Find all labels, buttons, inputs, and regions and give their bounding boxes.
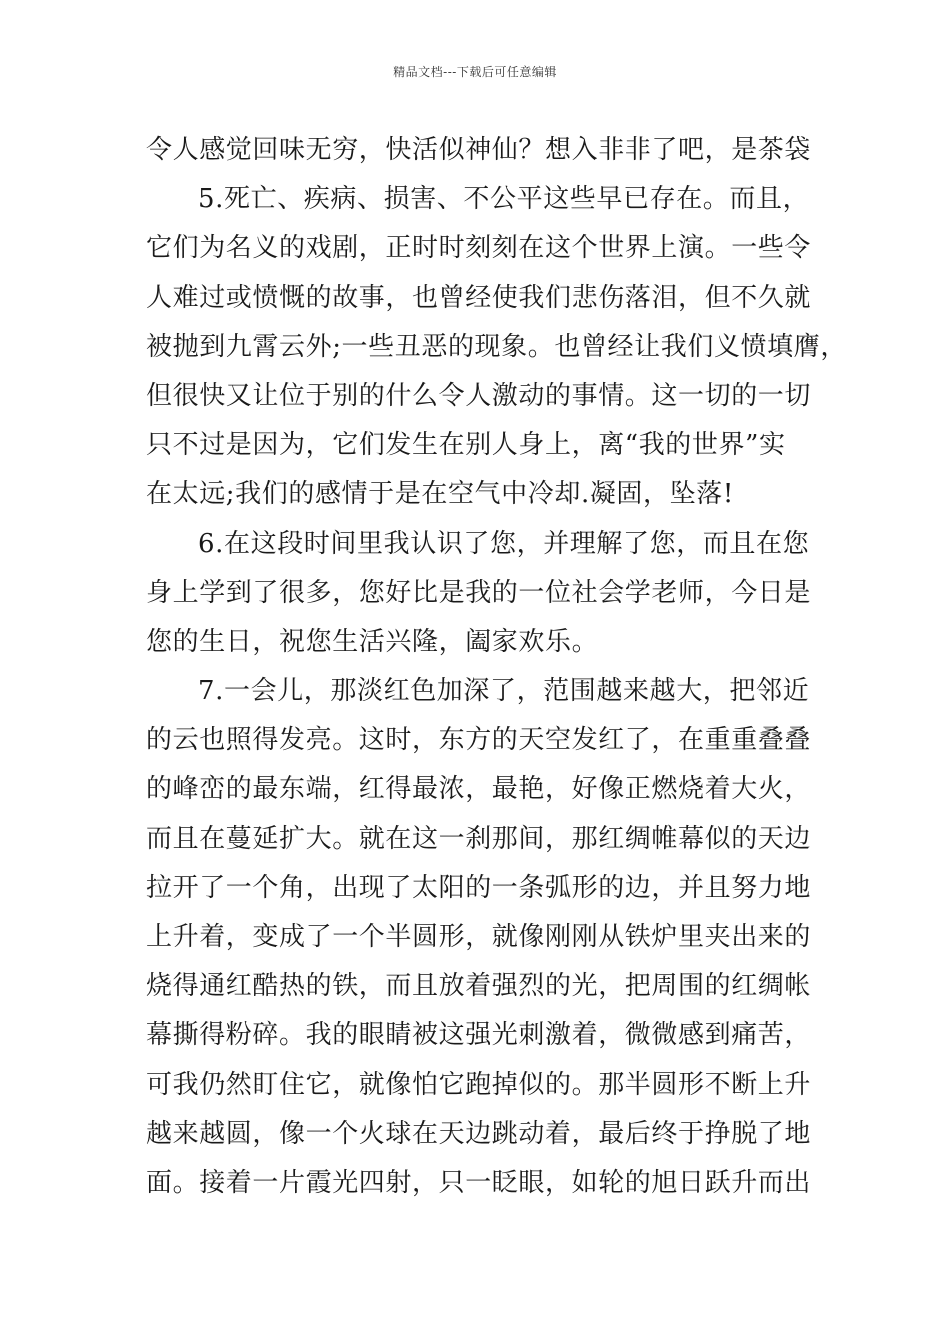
text-line: 7.一会儿，那淡红色加深了，范围越来越大，把邻近 <box>198 676 810 707</box>
text-line: 可我仍然盯住它，就像怕它跑掉似的。那半圆形不断上升 <box>146 1069 812 1100</box>
paragraph <box>146 520 812 668</box>
text-line: 的云也照得发亮。这时，东方的天空发红了，在重重叠叠 <box>146 725 812 756</box>
text-line: 人难过或愤慨的故事，也曾经使我们悲伤落泪，但不久就 <box>146 282 812 313</box>
text-line: 身上学到了很多，您好比是我的一位社会学老师，今日是 <box>146 577 812 608</box>
text-line: 上升着，变成了一个半圆形，就像刚刚从铁炉里夹出来的 <box>146 922 812 952</box>
page-header: 精品文档---下载后可任意编辑 <box>393 65 557 79</box>
text-line: 它们为名义的戏剧，正时时刻刻在这个世界上演。一些令 <box>146 233 812 264</box>
text-line: 面。接着一片霞光四射，只一眨眼，如轮的旭日跃升而出 <box>146 1167 812 1198</box>
paragraph <box>146 126 812 175</box>
text-line: 5.死亡、疾病、损害、不公平这些早已存在。而且， <box>198 184 810 215</box>
text-line: 被抛到九霄云外;一些丑恶的现象。也曾经让我们义愤填膺， <box>146 331 847 362</box>
text-line: 烧得通红酷热的铁，而且放着强烈的光，把周围的红绸帐 <box>146 971 812 1002</box>
text-line: 您的生日，祝您生活兴隆，阖家欢乐。 <box>146 626 599 657</box>
text-line: 而且在蔓延扩大。就在这一刹那间，那红绸帷幕似的天边 <box>146 823 812 854</box>
text-line: 的峰峦的最东端，红得最浓，最艳，好像正燃烧着大火， <box>146 774 812 805</box>
text-line: 但很快又让位于别的什么令人激动的事情。这一切的一切 <box>146 380 812 411</box>
document-body <box>146 126 847 1208</box>
paragraph <box>146 175 847 519</box>
text-line: 只不过是因为，它们发生在别人身上，离“我的世界”实 <box>146 430 786 461</box>
text-line: 在太远;我们的感情于是在空气中冷却.凝固，坠落! <box>146 479 734 510</box>
text-line: 令人感觉回味无穷，快活似神仙？想入非非了吧，是茶袋 <box>146 135 812 165</box>
text-line: 6.在这段时间里我认识了您，并理解了您，而且在您 <box>198 528 810 559</box>
text-line: 幕撕得粉碎。我的眼睛被这强光刺激着，微微感到痛苦， <box>146 1020 812 1051</box>
text-line: 拉开了一个角，出现了太阳的一条弧形的边，并且努力地 <box>146 872 812 903</box>
paragraph <box>146 667 812 1208</box>
text-line: 越来越圆，像一个火球在天边跳动着，最后终于挣脱了地 <box>146 1118 812 1149</box>
